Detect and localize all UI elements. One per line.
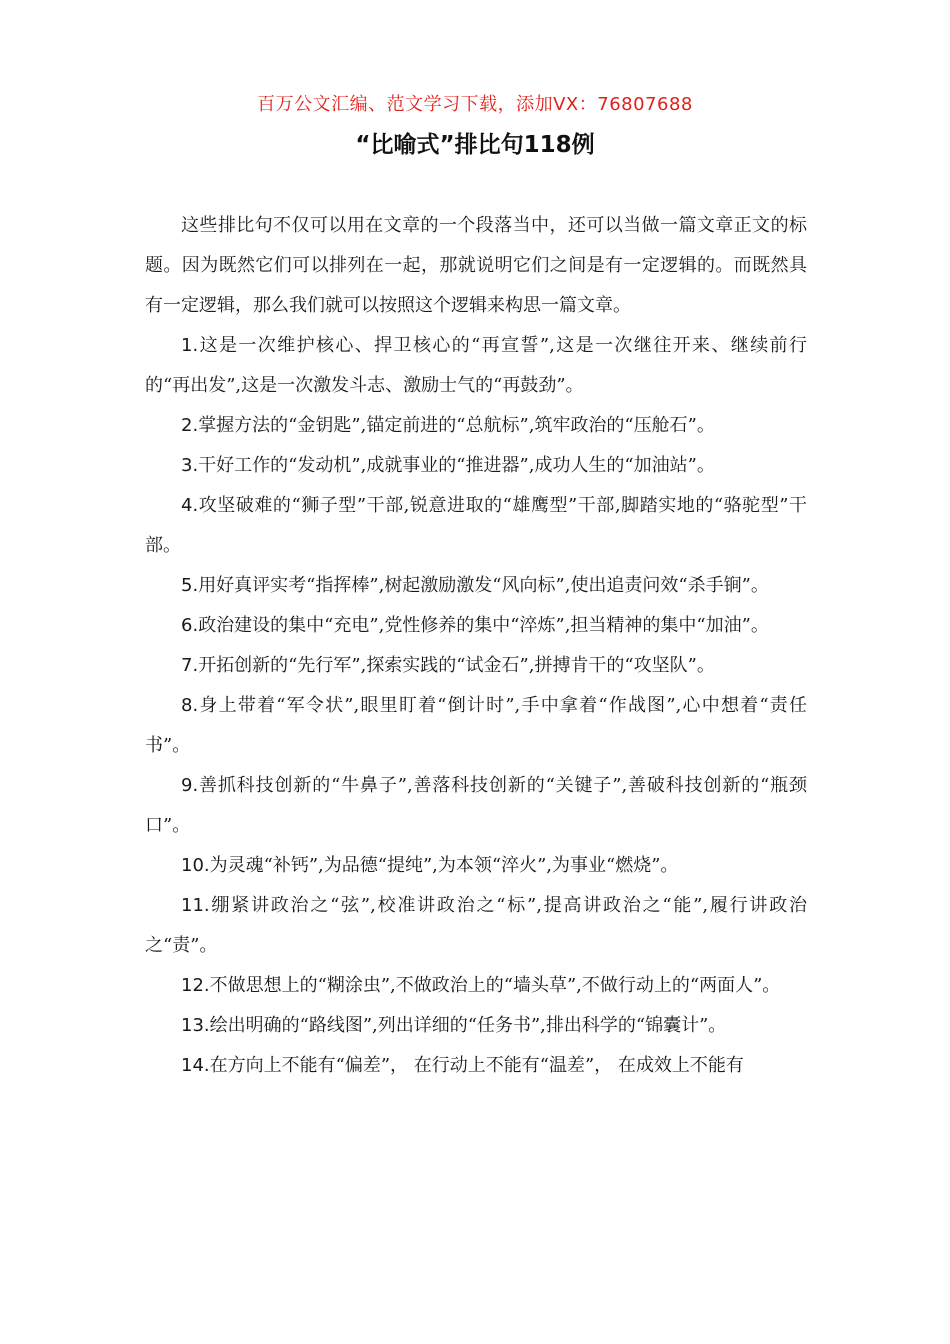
list-item: [145, 326, 807, 406]
list-item: [145, 646, 807, 686]
list-item: [145, 686, 807, 766]
item-list: [145, 326, 807, 1086]
list-item: [145, 486, 807, 566]
item-number: 11.: [181, 895, 210, 916]
list-item: [145, 846, 807, 886]
list-item: [145, 606, 807, 646]
item-text: 用好真评实考“指挥棒”,树起激励激发“风向标”,使出追责问效“杀手锏”。: [198, 575, 769, 596]
item-text: 不做思想上的“糊涂虫”,不做政治上的“墙头草”,不做行动上的“两面人”。: [209, 975, 781, 996]
item-text: 绷紧讲政治之“弦”,校准讲政治之“标”,提高讲政治之“能”,履行讲政治之“责”。: [145, 895, 807, 956]
list-item: [145, 446, 807, 486]
item-number: 10.: [181, 855, 210, 876]
item-number: 1.: [181, 335, 199, 356]
list-item: [145, 1006, 807, 1046]
item-text: 干好工作的“发动机”,成就事业的“推进器”,成功人生的“加油站”。: [198, 455, 715, 476]
item-text: 绘出明确的“路线图”,列出详细的“任务书”,排出科学的“锦囊计”。: [209, 1015, 727, 1036]
item-text: 在方向上不能有“偏差”， 在行动上不能有“温差”， 在成效上不能有: [209, 1055, 744, 1076]
item-number: 5.: [181, 575, 199, 596]
item-number: 9.: [181, 775, 199, 796]
list-item: [145, 566, 807, 606]
item-number: 7.: [181, 655, 199, 676]
item-text: 这是一次维护核心、捍卫核心的“再宣誓”,这是一次继往开来、继续前行的“再出发”,这是一次激发斗志、激励士气的“再鼓劲”。: [145, 335, 807, 396]
list-item: [145, 1046, 807, 1086]
list-item: [145, 766, 807, 846]
item-number: 2.: [181, 415, 199, 436]
item-text: 身上带着“军令状”,眼里盯着“倒计时”,手中拿着“作战图”,心中想着“责任书”。: [145, 695, 807, 756]
list-item: [145, 886, 807, 966]
intro-paragraph: 这些排比句不仅可以用在文章的一个段落当中，还可以当做一篇文章正文的标题。因为既然它们可以排列在一起，那就说明它们之间是有一定逻辑的。而既然具有一定逻辑，那么我们就可以按照这个逻辑来构思一篇文章。: [145, 215, 807, 316]
item-number: 8.: [181, 695, 199, 716]
item-text: 政治建设的集中“充电”,党性修养的集中“淬炼”,担当精神的集中“加油”。: [198, 615, 769, 636]
item-text: 掌握方法的“金钥匙”,锚定前进的“总航标”,筑牢政治的“压舱石”。: [198, 415, 715, 436]
document-title: “比喻式”排比句118例: [355, 132, 595, 158]
item-text: 为灵魂“补钙”,为品德“提纯”,为本领“淬火”,为事业“燃烧”。: [209, 855, 679, 876]
item-text: 善抓科技创新的“牛鼻子”,善落科技创新的“关键子”,善破科技创新的“瓶颈口”。: [145, 775, 807, 836]
list-item: [145, 406, 807, 446]
item-number: 13.: [181, 1015, 210, 1036]
document-body: [145, 206, 807, 1086]
header-banner: 百万公文汇编、范文学习下载，添加VX：76807688: [257, 94, 693, 115]
item-number: 6.: [181, 615, 199, 636]
item-text: 开拓创新的“先行军”,探索实践的“试金石”,拼搏肯干的“攻坚队”。: [198, 655, 715, 676]
item-number: 3.: [181, 455, 199, 476]
list-item: [145, 966, 807, 1006]
item-text: 攻坚破难的“狮子型”干部,锐意进取的“雄鹰型”干部,脚踏实地的“骆驼型”干部。: [145, 495, 807, 556]
item-number: 4.: [181, 495, 199, 516]
item-number: 12.: [181, 975, 210, 996]
item-number: 14.: [181, 1055, 210, 1076]
